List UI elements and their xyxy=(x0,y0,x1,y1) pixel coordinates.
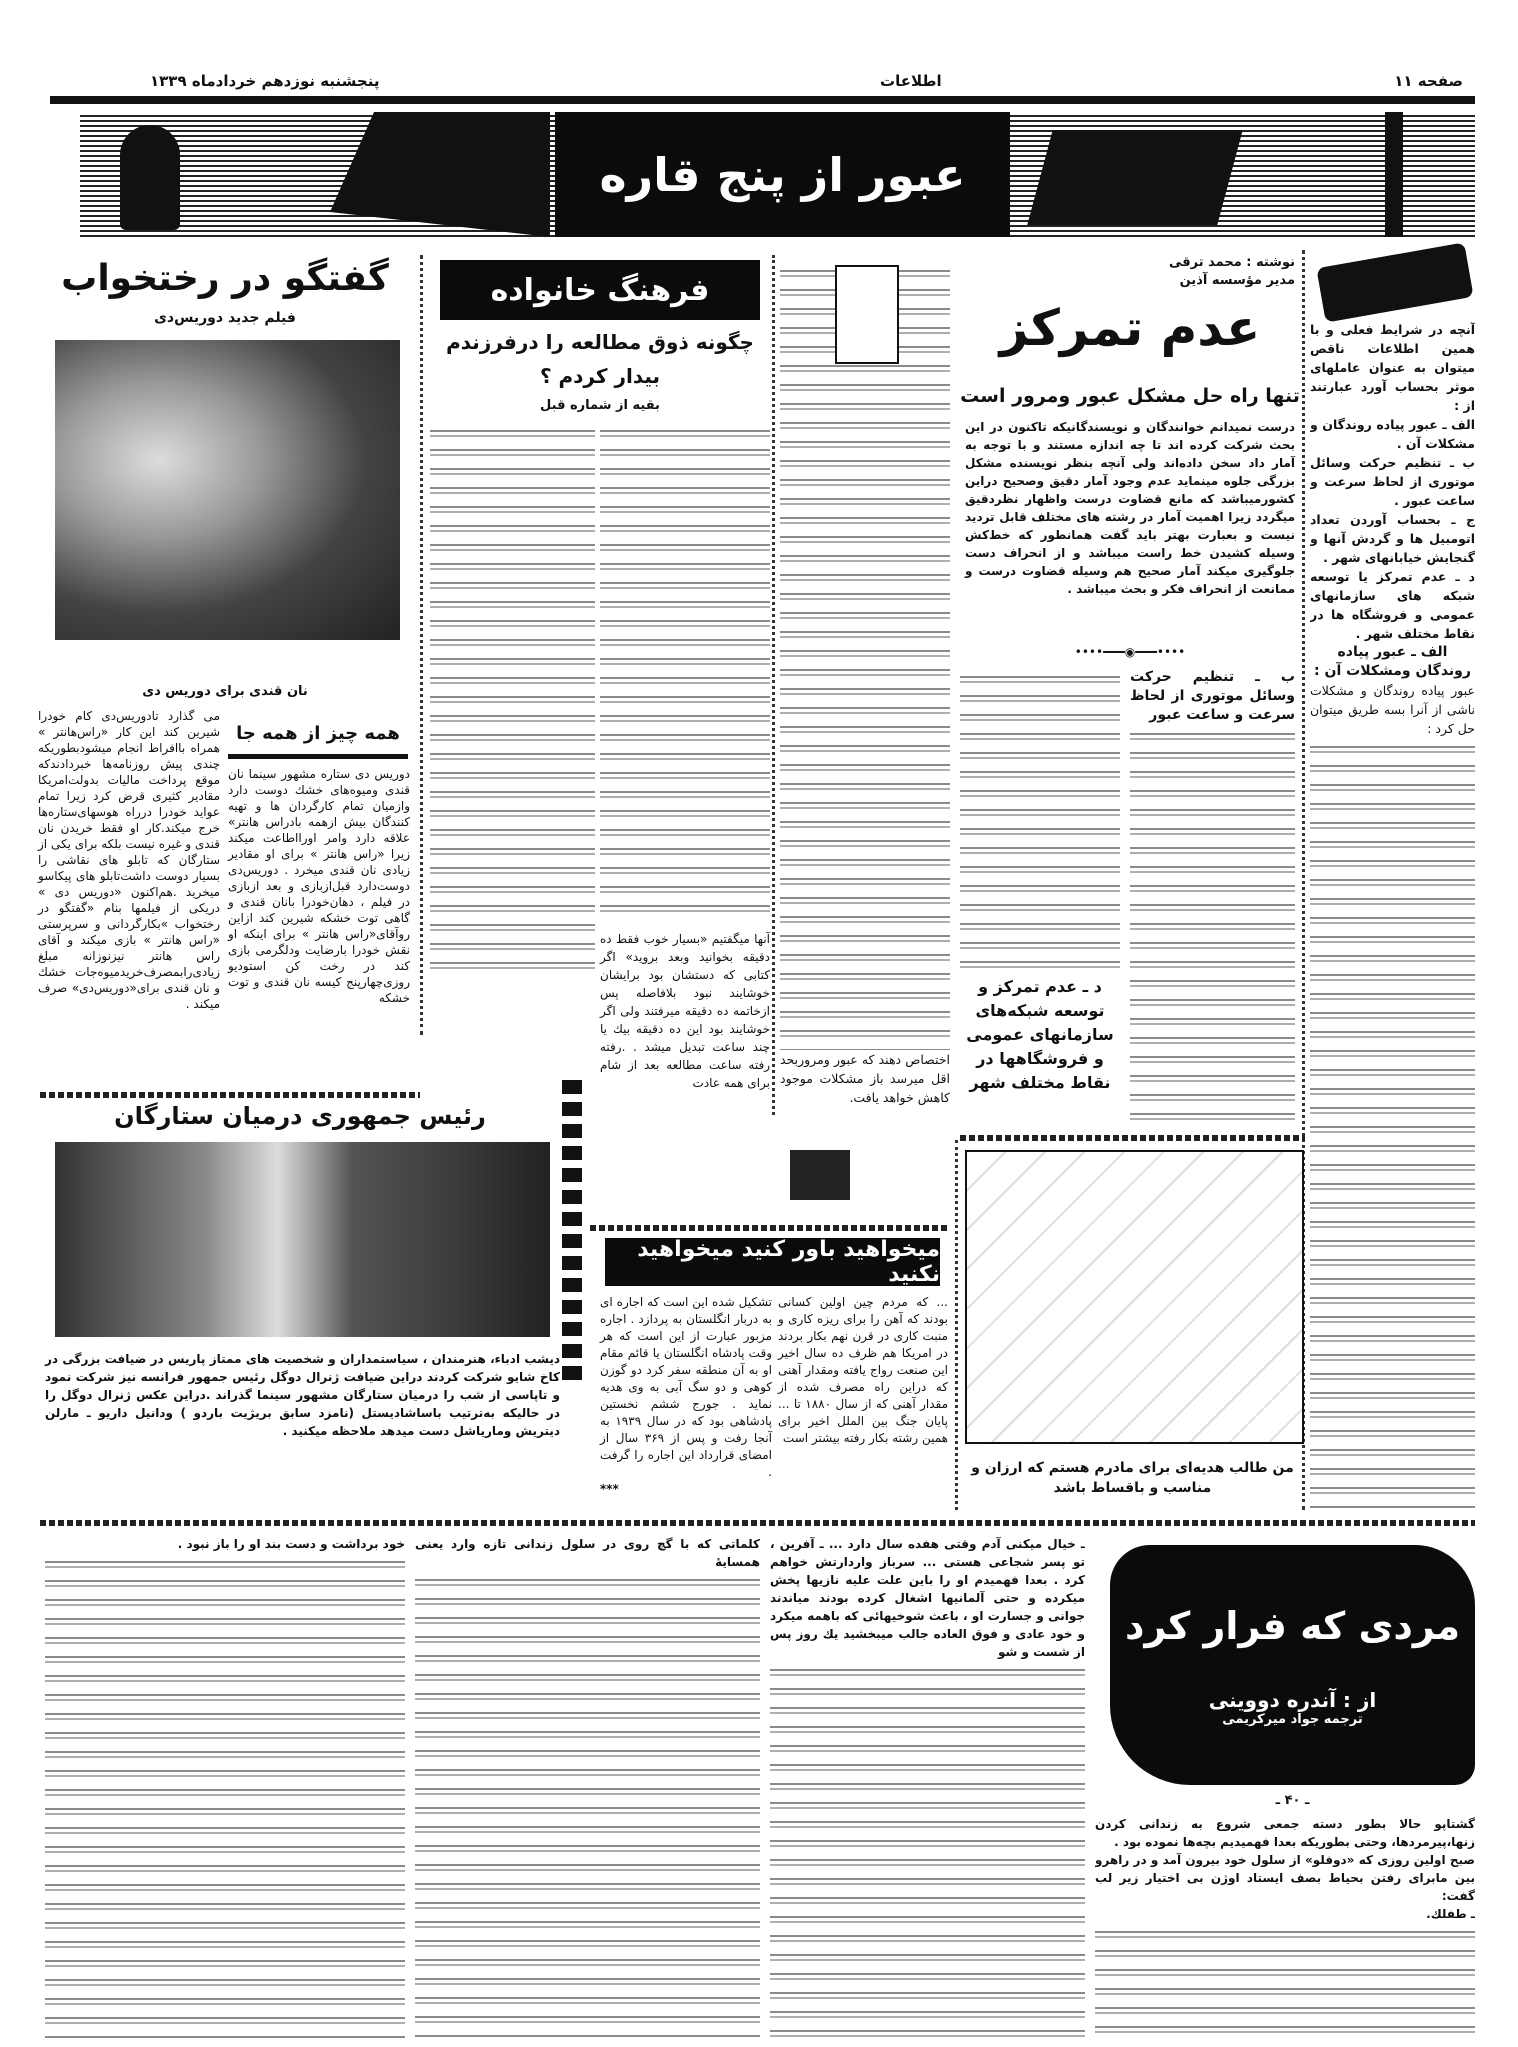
small-illustration xyxy=(790,1150,850,1200)
serial-column xyxy=(45,1535,405,2040)
section-divider xyxy=(40,1092,420,1098)
believe-headline: میخواهید باور کنید میخواهید نکنید xyxy=(605,1238,940,1286)
everything-logo: همه چیز از همه جا xyxy=(228,712,408,759)
president-photo xyxy=(55,1142,550,1337)
traffic-column xyxy=(960,668,1120,968)
article-text-lines xyxy=(415,1573,760,2040)
serial-title: مردی که فرار کرد xyxy=(1125,1603,1460,1648)
lectern-illustration xyxy=(835,265,899,364)
author-title: مدیر مؤسسه آذین xyxy=(1179,273,1295,288)
president-caption: دیشب ادباء، هنرمندان ، سیاستمداران و شخصیت های ممتاز پاریس در ضیافت بزرگی در کاخ شایو شرکت کردند دراین ضیافت ژنرال دوگل رئیس جمهور فرانسه نیز شرکت نمود و تاپاسی از شب را درمیان ستارگان مشهور سینما گذراند .دراین عکس ژنرال دوگل را در حالیکه به‌ترتیب باساشادیستل (نامزد سابق بریژیت باردو ) ودانیل داریو ـ مارلن دیتریش وماریاشل دست میدهد ملاحظه میکنید . xyxy=(45,1352,560,1438)
side-item: الف ـ عبور پیاده روندگان و مشکلات آن . xyxy=(1310,417,1475,451)
family-column xyxy=(430,422,595,975)
article-text-lines xyxy=(770,1663,1085,2040)
serial-paragraph: ـ طفلك. xyxy=(1426,1907,1475,1921)
serial-paragraph: ـ خیال میکنی آدم وقتی هفده سال دارد ... ـ آفرین ، تو پسر شجاعی هستی ... سرباز واردارتش خواهم کرد . بعدا فهمیدم او را باین علت علیه نازیها پخش میکرده و حتی آلمانیها اشغال کرده بودند میاندند جوانی و جسارت او ، باعث شوخیهائی که باهمه میکرد و خود عادی و فوق العاده جالب میبخشید یك روز پس از شست و شو xyxy=(770,1537,1085,1659)
family-text: آنها میگفتیم «بسیار خوب فقط ده دقیقه بخوانید وبعد بروید» اگر کتابی که دستشان بود برایشان خوشایند نبود بلافاصله پس ازخاتمه ده دقیقه میرفتند ولی اگر خوشایند بود این ده دقیقه بیك یا چند ساعت تبدیل میشد . .رفته رفته ساعت مطالعه بعد از شام برای همه عادت xyxy=(600,932,770,1090)
article-text-lines xyxy=(960,670,1120,968)
serial-column xyxy=(415,1535,760,2040)
cartoon-caption: من طالب هدیه‌ای برای مادرم هستم که ارزان و مناسب و باقساط باشد xyxy=(971,1460,1294,1496)
side-item: ب ـ تنظیم حرکت وسائل موتوری از لحاظ سرعت و ساعت عبور . xyxy=(1310,455,1475,508)
side-text: عبور پیاده روندگان و مشکلات ناشی از آنرا بسه طریق میتوان حل کرد : xyxy=(1310,683,1475,736)
everything-column-1: دوریس دی ستاره مشهور سینما نان قندی ومیوه‌های خشك دوست دارد وازمیان تمام کارگردان ها و تهیه کنندگان بیش ازهمه بادراس هانتر» علاقه دارد وامر اورااطاعت میکند زیرا «راس هانتر » برای او مقادیر زیادی نان قندی میخرد . دوریس‌دی دوست‌دارد قبل‌ازبازی و بعد ازبازی در فیلم ، دهان‌خودرا بانان قندی و گاهی توت خشکه شیرین کند ازاین روآقای«راس هانتر » برای اینکه او نقش خودرا بارضایت ودلگرمی بازی کند در رخت کن استودیو روزی‌چهارپنج کیسه نان قندی و توت خشکه xyxy=(228,767,410,1005)
article-text-lines xyxy=(430,424,595,975)
film-headline: گفتگو در رختخواب xyxy=(61,258,389,299)
ornament-column xyxy=(562,1080,582,1380)
family-logo: فرهنگ خانواده xyxy=(440,260,760,320)
serial-column xyxy=(1095,1815,1475,2040)
serial-paragraph: گشتاپو حالا بطور دسته جمعی شروع به زندانی کردن زنها،پیرمردها، وحتی بطوریکه بعدا فهمیدیم بچه‌ها نموده بود . xyxy=(1095,1817,1475,1849)
serial-column xyxy=(770,1535,1085,2040)
page-divider xyxy=(40,1520,1475,1526)
book-illustration xyxy=(1027,130,1242,225)
serial-translator: ترجمه جواد میرکریمی xyxy=(1222,1711,1363,1727)
article-text-lines xyxy=(780,264,950,1050)
column-divider xyxy=(955,1140,958,1510)
section-divider xyxy=(590,1225,950,1231)
traffic-headline: عدم تمرکز xyxy=(999,299,1261,357)
byline xyxy=(1100,254,1295,290)
column-divider xyxy=(420,255,423,1035)
article-text-lines xyxy=(1310,740,1475,1510)
issue-date: پنجشنبه نوزدهم خردادماه ۱۳۳۹ xyxy=(150,72,380,90)
tower-illustration xyxy=(1385,112,1403,237)
family-column-end xyxy=(600,930,770,1092)
author: نوشته : محمد ترقی xyxy=(1168,255,1295,270)
masthead-rule xyxy=(50,96,1475,104)
traffic-end-text: اختصاص دهند که عبور ومروربحد اقل میرسد باز مشکلات موجود کاهش خواهد یافت. xyxy=(780,1052,950,1105)
serial-paragraph: کلماتی که با گچ روی در سلول زندانی تازه وارد یعنی همسایهٔ xyxy=(415,1537,760,1569)
dancer-illustration xyxy=(120,125,180,230)
side-subhead: الف ـ عبور پیاده روندگان ومشکلات آن : xyxy=(1314,644,1471,679)
serial-paragraph: خود برداشت و دست بند او را باز نبود . xyxy=(177,1537,405,1551)
side-item: ج ـ بحساب آوردن تعداد اتومبیل ها و گردش آنها و گنجایش خیابانهای شهر . xyxy=(1310,512,1475,565)
serial-title-graphic xyxy=(1110,1545,1475,1785)
side-item: د ـ عدم تمرکز یا توسعه شبکه های سازمانهای عمومی و فروشگاه ها در نقاط مختلف شهر . xyxy=(1310,569,1475,641)
serial-part: ـ ۴۰ ـ xyxy=(1275,1793,1310,1808)
article-text-lines xyxy=(600,424,770,922)
serial-paragraph: صبح اولین روزی که «دوفلو» از سلول خود بیرون آمد و در راهرو بین مابرای رفتن بحیاط بصف ایستاد اوژن بی اختیار زیر لب گفت: xyxy=(1095,1853,1475,1903)
newspaper-name: اطلاعات xyxy=(880,72,942,90)
section-divider xyxy=(960,1135,1305,1141)
end-stars: *** xyxy=(600,1482,619,1496)
believe-column-2: تشکیل شده این است که اجاره ای به دربار انگلستان به پردازد . اجاره مزبور عبارت از این است که هر وقت پادشاه انگلستان یا قائم مقام او به آن منطقه سفر کرد دو گوزن کوهی و دو سگ آبی به وی هدیه نماید . جورج ششم نخستین پادشاهی بود که در سال ۱۹۳۹ به آنجا رفت و پس از ۳۶۹ سال از امضای قرارداد این اجاره را گرفت . xyxy=(600,1295,773,1479)
page-number: صفحه ۱۱ xyxy=(1394,72,1463,90)
article-text-lines xyxy=(1095,1925,1475,2040)
president-headline: رئیس جمهوری درمیان ستارگان xyxy=(114,1102,486,1130)
traffic-side-column xyxy=(1310,320,1475,1510)
traffic-column xyxy=(780,262,950,1107)
film-subhead: فیلم جدید دوریس‌دی xyxy=(154,310,296,326)
shop-cartoon xyxy=(965,1150,1304,1444)
believe-column-2-wrap xyxy=(600,1294,772,1498)
column-divider xyxy=(772,255,775,1115)
banner-title: عبور از پنج قاره xyxy=(555,112,1010,237)
serial-author: از : آندره دووینی xyxy=(1208,1687,1377,1712)
subhead-d: د ـ عدم تمرکز و توسعه شبکه‌های سازمانهای عمومی و فروشگاهها در نقاط مختلف شهر xyxy=(966,977,1114,1092)
article-text-lines xyxy=(1130,727,1295,1128)
believe-column-1: ... که مردم چین اولین کسانی بودند که آهن را برای ریزه کاری و منبت کاری در قرن نهم بکار بردند در امریکا هم ظرف ده سال اخیر این صنعت رواج یافته ومقدار آهنی که دراین راه مصرف شده از مقدار آهنی که از سال ۱۸۸۰ تا ... پایان جنگ بین الملل اخیر برای همین رشته بکار رفته بیشتر است xyxy=(778,1295,948,1445)
photo-caption: نان قندی برای دوریس دی xyxy=(142,684,308,699)
traffic-column xyxy=(1130,668,1295,1128)
doris-day-photo xyxy=(55,340,400,640)
section-logo xyxy=(1316,242,1473,322)
family-headline: چگونه ذوق مطالعه را درفرزندم بیدار کردم ؟ xyxy=(446,330,754,388)
continued-note: بقیه از شماره قبل xyxy=(540,398,660,413)
article-text-lines xyxy=(45,1555,405,2040)
subhead-b: ب ـ تنظیم حرکت وسائل موتوری از لحاظ سرعت و ساعت عبور xyxy=(1130,669,1295,723)
ornament-divider: ••••━━━◉━━━•••• xyxy=(1074,645,1186,659)
traffic-intro: درست نمیدانم خوانندگان و نویسندگانیکه تاکنون در این بحث شرکت کرده اند تا چه اندازه مستند و با توجه به آمار داد سخن داده‌اند ولی آنچه بنظر نویسنده مشکل بزرگی جلوه مینماید عدم وجود آمار دقیق وصحیح دراین کشورمیباشد که مانع قضاوت درست واظهار نظردقیق میگردد زیرا اهمیت آمار در رشته های مختلف قابل تردید نیست و بعبارت بهتر باید گفت همانطور که خط‌کش وسیله کشیدن خط راست میباشد و از انحراف دست جلوگیری میکند آمار صحیح هم وسیله قضاوت درست و ممانعت از انحراف فکر و بحث میباشد . xyxy=(965,420,1295,596)
side-intro: آنچه در شرایط فعلی و با همین اطلاعات ناقص میتوان به عنوان عاملهای موثر بحساب آورد عبارتند از : xyxy=(1310,322,1475,413)
family-column xyxy=(600,422,770,922)
everything-column-2: می گذارد تادوریس‌دی کام خودرا شیرین کند این کار «راس‌هانتر » همراه باافراط انجام میشودبطوریکه چندی پیش روزنامه‌ها خبردادندکه موقع پرداخت مالیات بدولت‌امریکا مقادیر کثیری قرض کرد زیرا تمام عواید خودرا درراه هوسهای‌ستاره‌ها خرج میکند.کار او فقط خریدن نان قندی و غیره نیست بلکه برای یکی از ستارگان که تابلو های نقاشی را بسیار دوست داشت‌تابلو های پیکاسو میخرید .هم‌اکنون «دوریس دی » دریکی از فیلمها بنام «گفتگو در رختخواب »بکارگردانی و سرپرستی «راس هانتر » بازی میکند و آقای راس هانتر نیزنوزانه مبلغ زیادی‌رابمصرف‌خریدمیوه‌جات خشك و نان قندی برای«دوریس‌دی» صرف میکند . xyxy=(38,709,220,1011)
traffic-subhead: تنها راه حل مشکل عبور ومرور است xyxy=(960,385,1300,407)
